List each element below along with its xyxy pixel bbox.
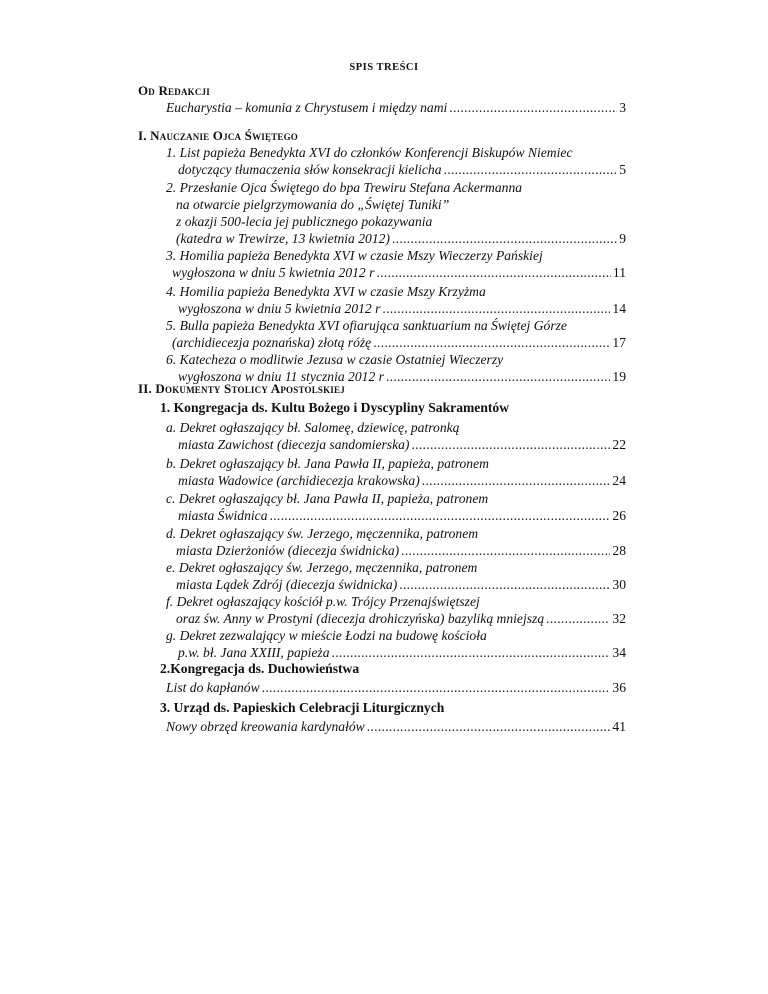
toc-entry[interactable] xyxy=(166,679,626,696)
toc-entry-text: Nowy obrzęd kreowania kardynałów xyxy=(166,719,365,734)
toc-entry[interactable] xyxy=(166,179,626,247)
toc-page-number: 41 xyxy=(612,719,626,734)
toc-entry-text: wygłoszona w dniu 5 kwietnia 2012 r xyxy=(172,265,375,280)
toc-entry-text: oraz św. Anny w Prostyni (diecezja drohiczyńska) bazyliką mniejszą xyxy=(176,611,545,626)
toc-entry[interactable] xyxy=(166,351,626,385)
dot-leader xyxy=(399,576,610,593)
toc-entry-number: 4. xyxy=(166,284,180,299)
toc-entry-line xyxy=(166,419,626,436)
dot-leader xyxy=(262,679,611,696)
toc-entry-text: Dekret ogłaszający bł. Jana Pawła II, papieża, patronem xyxy=(179,456,489,471)
toc-entry-text: Dekret zezwalający w mieście Łodzi na budowę kościoła xyxy=(179,628,487,643)
toc-entry-text: List do kapłanów xyxy=(166,680,260,695)
section-heading-od-redakcji: Od Redakcji xyxy=(138,83,210,98)
toc-entry-last-line xyxy=(166,718,626,735)
toc-entry-last-line xyxy=(166,507,626,524)
toc-page-number: 11 xyxy=(612,265,626,280)
toc-page-number: 19 xyxy=(612,369,626,384)
toc-entry-line xyxy=(166,627,626,644)
toc-entry-line xyxy=(166,144,626,161)
toc-entry-last-line xyxy=(166,334,626,351)
toc-entry-text: dotyczący tłumaczenia słów konsekracji kielicha xyxy=(178,162,442,177)
toc-entry[interactable] xyxy=(166,247,626,281)
toc-entry-line xyxy=(166,196,626,213)
toc-entry-text: miasta Świdnica xyxy=(178,508,268,523)
toc-entry-last-line xyxy=(166,679,626,696)
dot-leader xyxy=(449,99,617,116)
toc-entry-text: (katedra w Trewirze, 13 kwietnia 2012) xyxy=(176,231,390,246)
toc-entry-text: miasta Zawichost (diecezja sandomierska) xyxy=(178,437,410,452)
toc-entry[interactable] xyxy=(166,99,626,116)
toc-entry[interactable] xyxy=(166,593,626,627)
dot-leader xyxy=(411,436,610,453)
toc-entry-last-line xyxy=(166,300,626,317)
toc-entry[interactable] xyxy=(166,283,626,317)
toc-entry-last-line xyxy=(166,576,626,593)
dot-leader xyxy=(373,334,610,351)
page-title: SPIS TREŚCI xyxy=(349,62,419,73)
toc-entry-last-line xyxy=(166,436,626,453)
toc-entry-text: Dekret ogłaszający św. Jerzego, męczennika, patronem xyxy=(178,560,478,575)
toc-entry[interactable] xyxy=(166,559,626,593)
toc-entry-text: Homilia papieża Benedykta XVI w czasie Mszy Wieczerzy Pańskiej xyxy=(179,248,543,263)
dot-leader xyxy=(401,542,610,559)
toc-entry-text: Homilia papieża Benedykta XVI w czasie Mszy Krzyżma xyxy=(179,284,486,299)
toc-entry[interactable] xyxy=(166,525,626,559)
subsection-heading-duchowienstwo: 2.Kongregacja ds. Duchowieństwa xyxy=(160,661,360,676)
toc-entry-last-line xyxy=(166,264,626,281)
section-heading-dokumenty: II. Dokumenty Stolicy Apostolskiej xyxy=(138,381,345,396)
toc-page-number: 36 xyxy=(612,680,626,695)
toc-entry-text: Katecheza o modlitwie Jezusa w czasie Ostatniej Wieczerzy xyxy=(179,352,504,367)
dot-leader xyxy=(367,718,611,735)
toc-entry-number: b. xyxy=(166,456,180,471)
toc-entry-text: Przesłanie Ojca Świętego do bpa Trewiru Stefana Ackermanna xyxy=(179,180,523,195)
toc-page-number: 22 xyxy=(612,437,626,452)
toc-entry-line xyxy=(166,213,626,230)
toc-entry[interactable] xyxy=(166,144,626,178)
toc-entry-number: 2. xyxy=(166,180,180,195)
toc-entry-number: 6. xyxy=(166,352,180,367)
toc-entry-number: 1. xyxy=(166,145,180,160)
toc-entry-text: List papieża Benedykta XVI do członków Konferencji Biskupów Niemiec xyxy=(179,145,573,160)
toc-page-number: 26 xyxy=(612,508,626,523)
toc-entry-text: Eucharystia – komunia z Chrystusem i między nami xyxy=(166,100,448,115)
toc-page-number: 32 xyxy=(612,611,626,626)
dot-leader xyxy=(332,644,611,661)
toc-entry-number: 3. xyxy=(166,248,180,263)
toc-entry[interactable] xyxy=(166,490,626,524)
toc-page-number: 9 xyxy=(619,231,626,246)
dot-leader xyxy=(546,610,610,627)
toc-entry-last-line xyxy=(166,161,626,178)
toc-entry-last-line xyxy=(166,610,626,627)
toc-entry-last-line xyxy=(166,99,626,116)
dot-leader xyxy=(270,507,611,524)
dot-leader xyxy=(376,264,611,281)
toc-page-number: 14 xyxy=(612,301,626,316)
toc-entry-line xyxy=(166,490,626,507)
toc-entry-number: 5. xyxy=(166,318,180,333)
toc-entry[interactable] xyxy=(166,317,626,351)
toc-entry-text: Dekret ogłaszający kościół p.w. Trójcy Przenajświętszej xyxy=(176,594,480,609)
toc-entry-line xyxy=(166,179,626,196)
toc-entry[interactable] xyxy=(166,419,626,453)
toc-entry-line xyxy=(166,559,626,576)
toc-entry-text: Dekret ogłaszający bł. Salomeę, dziewicę, patronką xyxy=(179,420,460,435)
toc-entry-text: wygłoszona w dniu 11 stycznia 2012 r xyxy=(178,369,384,384)
toc-page-number: 28 xyxy=(612,543,626,558)
toc-entry-text: miasta Lądek Zdrój (diecezja świdnicka) xyxy=(176,577,398,592)
toc-page-number: 30 xyxy=(612,577,626,592)
toc-page-number: 17 xyxy=(612,335,626,350)
dot-leader xyxy=(386,368,610,385)
toc-entry-text: miasta Dzierżoniów (diecezja świdnicka) xyxy=(176,543,400,558)
toc-entry-text: z okazji 500-lecia jej publicznego pokazywania xyxy=(176,214,433,229)
toc-page-number: 24 xyxy=(612,473,626,488)
dot-leader xyxy=(382,300,610,317)
toc-entry-line xyxy=(166,593,626,610)
dot-leader xyxy=(392,230,617,247)
toc-entry-last-line xyxy=(166,472,626,489)
toc-entry[interactable] xyxy=(166,455,626,489)
toc-entry-text: (archidiecezja poznańska) złotą różę xyxy=(172,335,372,350)
toc-entry-line xyxy=(166,283,626,300)
toc-entry-number: a. xyxy=(166,420,180,435)
subsection-heading-celebracje: 3. Urząd ds. Papieskich Celebracji Liturgicznych xyxy=(160,700,445,715)
toc-entry-line xyxy=(166,317,626,334)
toc-entry-text: Dekret ogłaszający bł. Jana Pawła II, papieża, patronem xyxy=(178,491,489,506)
toc-entry-number: c. xyxy=(166,491,179,506)
toc-entry-text: wygłoszona w dniu 5 kwietnia 2012 r xyxy=(178,301,381,316)
toc-entry-last-line xyxy=(166,644,626,661)
subsection-heading-kult: 1. Kongregacja ds. Kultu Bożego i Dyscypliny Sakramentów xyxy=(160,400,510,415)
toc-entry-number: d. xyxy=(166,526,180,541)
toc-entry[interactable] xyxy=(166,627,626,661)
toc-entry-text: miasta Wadowice (archidiecezja krakowska) xyxy=(178,473,420,488)
toc-entry-number: g. xyxy=(166,628,180,643)
section-heading-nauczanie: I. Nauczanie Ojca Świętego xyxy=(138,128,299,143)
toc-entry-text: p.w. bł. Jana XXIII, papieża xyxy=(178,645,330,660)
toc-page-number: 3 xyxy=(619,100,626,115)
toc-entry-line xyxy=(166,525,626,542)
toc-entry-last-line xyxy=(166,542,626,559)
toc-entry-last-line xyxy=(166,230,626,247)
toc-entry[interactable] xyxy=(166,718,626,735)
toc-entry-line xyxy=(166,247,626,264)
toc-entry-number: e. xyxy=(166,560,179,575)
toc-page-number: 34 xyxy=(612,645,626,660)
toc-entry-line xyxy=(166,455,626,472)
dot-leader xyxy=(422,472,611,489)
toc-entry-text: Dekret ogłaszający św. Jerzego, męczennika, patronem xyxy=(179,526,479,541)
toc-page-number: 5 xyxy=(619,162,626,177)
toc-entry-line xyxy=(166,351,626,368)
dot-leader xyxy=(444,161,618,178)
toc-entry-text: na otwarcie pielgrzymowania do „Świętej Tuniki” xyxy=(176,197,450,212)
toc-entry-text: Bulla papieża Benedykta XVI ofiarująca sanktuarium na Świętej Górze xyxy=(179,318,567,333)
toc-entry-number: f. xyxy=(166,594,177,609)
